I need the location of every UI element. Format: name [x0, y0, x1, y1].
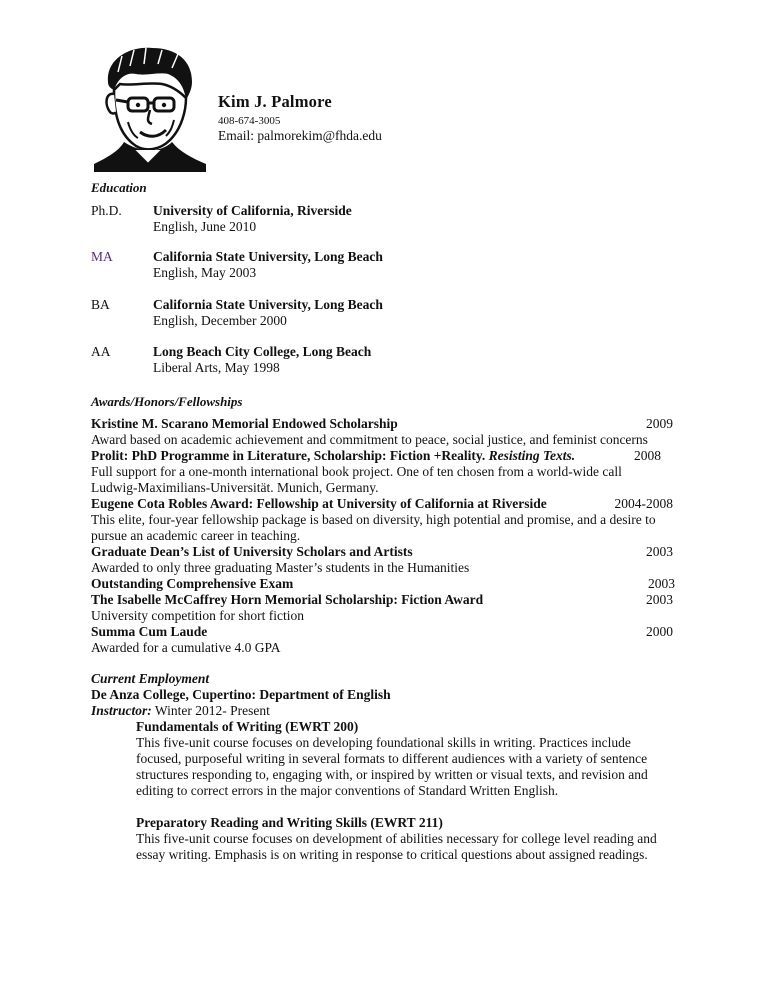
award-title: Outstanding Comprehensive Exam: [91, 576, 294, 591]
institution: Long Beach City College, Long Beach: [153, 344, 372, 359]
award-title: Summa Cum Laude: [91, 624, 208, 639]
award-title: The Isabelle McCaffrey Horn Memorial Scholarship: Fiction Award: [91, 592, 484, 607]
employment-heading: Current Employment: [91, 671, 210, 686]
award-title: Prolit: PhD Programme in Literature, Scholarship: Fiction +Reality.: [91, 448, 486, 463]
portrait-illustration: [88, 42, 212, 172]
award-title: Eugene Cota Robles Award: Fellowship at University of California at Riverside: [91, 496, 547, 511]
contact-header: [218, 92, 382, 144]
degree: BA: [91, 297, 110, 312]
phone-number: 408-674-3005: [218, 115, 281, 127]
email-address[interactable]: Email: palmorekim@fhda.edu: [218, 128, 382, 143]
degree: AA: [91, 344, 111, 359]
award-description: Full support for a one-month international book project. One of ten chosen from a world-wide call: [91, 464, 622, 479]
education-heading: Education: [91, 180, 147, 195]
course-description-line: structures responding to, engaging with, or inspired by written or visual texts, and revision and: [136, 767, 648, 782]
degree-detail: Liberal Arts, May 1998: [153, 360, 280, 375]
award-title-row: [91, 416, 681, 432]
institution: California State University, Long Beach: [153, 297, 383, 312]
award-year: 2003: [646, 592, 673, 607]
degree-detail: English, December 2000: [153, 313, 287, 328]
award-year: 2008: [634, 448, 661, 463]
award-description: University competition for short fiction: [91, 608, 304, 623]
course-description-line: This five-unit course focuses on development of abilities necessary for college level reading and: [136, 831, 657, 846]
award-title: Graduate Dean’s List of University Scholars and Artists: [91, 544, 413, 559]
degree-detail: English, June 2010: [153, 219, 257, 234]
award-description: Ludwig-Maximilians-Universität. Munich, Germany.: [91, 480, 379, 495]
role-label: Instructor:: [91, 703, 152, 718]
award-title: Kristine M. Scarano Memorial Endowed Scholarship: [91, 416, 398, 431]
award-description: Awarded for a cumulative 4.0 GPA: [91, 640, 281, 655]
person-name: Kim J. Palmore: [218, 92, 332, 111]
award-description: pursue an academic career in teaching.: [91, 528, 301, 543]
employer: De Anza College, Cupertino: Department of English: [91, 687, 391, 702]
award-title-row: [91, 448, 681, 464]
spacer: [91, 799, 691, 815]
course-description-line: This five-unit course focuses on developing foundational skills in writing. Practices include: [136, 735, 631, 750]
award-title-row: [91, 496, 681, 512]
course-description-line: editing to correct errors in the major conventions of Standard Written English.: [136, 783, 559, 798]
course-title: Fundamentals of Writing (EWRT 200): [136, 719, 359, 734]
institution: University of California, Riverside: [153, 203, 352, 218]
award-year: 2003: [648, 576, 675, 591]
award-year: 2004-2008: [614, 496, 673, 511]
award-title-row: [91, 592, 681, 608]
award-year: 2009: [646, 416, 673, 431]
degree: MA: [91, 249, 113, 264]
employment-section: [91, 671, 691, 863]
role-row: [91, 703, 691, 719]
award-title-row: [91, 544, 681, 560]
award-title-row: [91, 576, 681, 592]
degree: Ph.D.: [91, 203, 122, 218]
award-title-italic: Resisting Texts.: [488, 448, 576, 463]
institution: California State University, Long Beach: [153, 249, 383, 264]
course-description-line: focused, purposeful writing in several formats to different audiences with a variety of sentence: [136, 751, 648, 766]
course-description-line: essay writing. Emphasis is on writing in response to critical questions about assigned readings.: [136, 847, 648, 862]
degree-detail: English, May 2003: [153, 265, 257, 280]
award-year: 2000: [646, 624, 673, 639]
course-title: Preparatory Reading and Writing Skills (EWRT 211): [136, 815, 443, 830]
awards-heading: Awards/Honors/Fellowships: [91, 394, 243, 409]
award-title-row: [91, 624, 681, 640]
role-dates: Winter 2012- Present: [151, 703, 270, 718]
awards-list: [91, 416, 681, 656]
award-year: 2003: [646, 544, 673, 559]
award-description: This elite, four-year fellowship package is based on diversity, high potential and promise, and a desire to: [91, 512, 656, 527]
award-description: Award based on academic achievement and commitment to peace, social justice, and feminist concerns: [91, 432, 648, 447]
award-description: Awarded to only three graduating Master’s students in the Humanities: [91, 560, 470, 575]
